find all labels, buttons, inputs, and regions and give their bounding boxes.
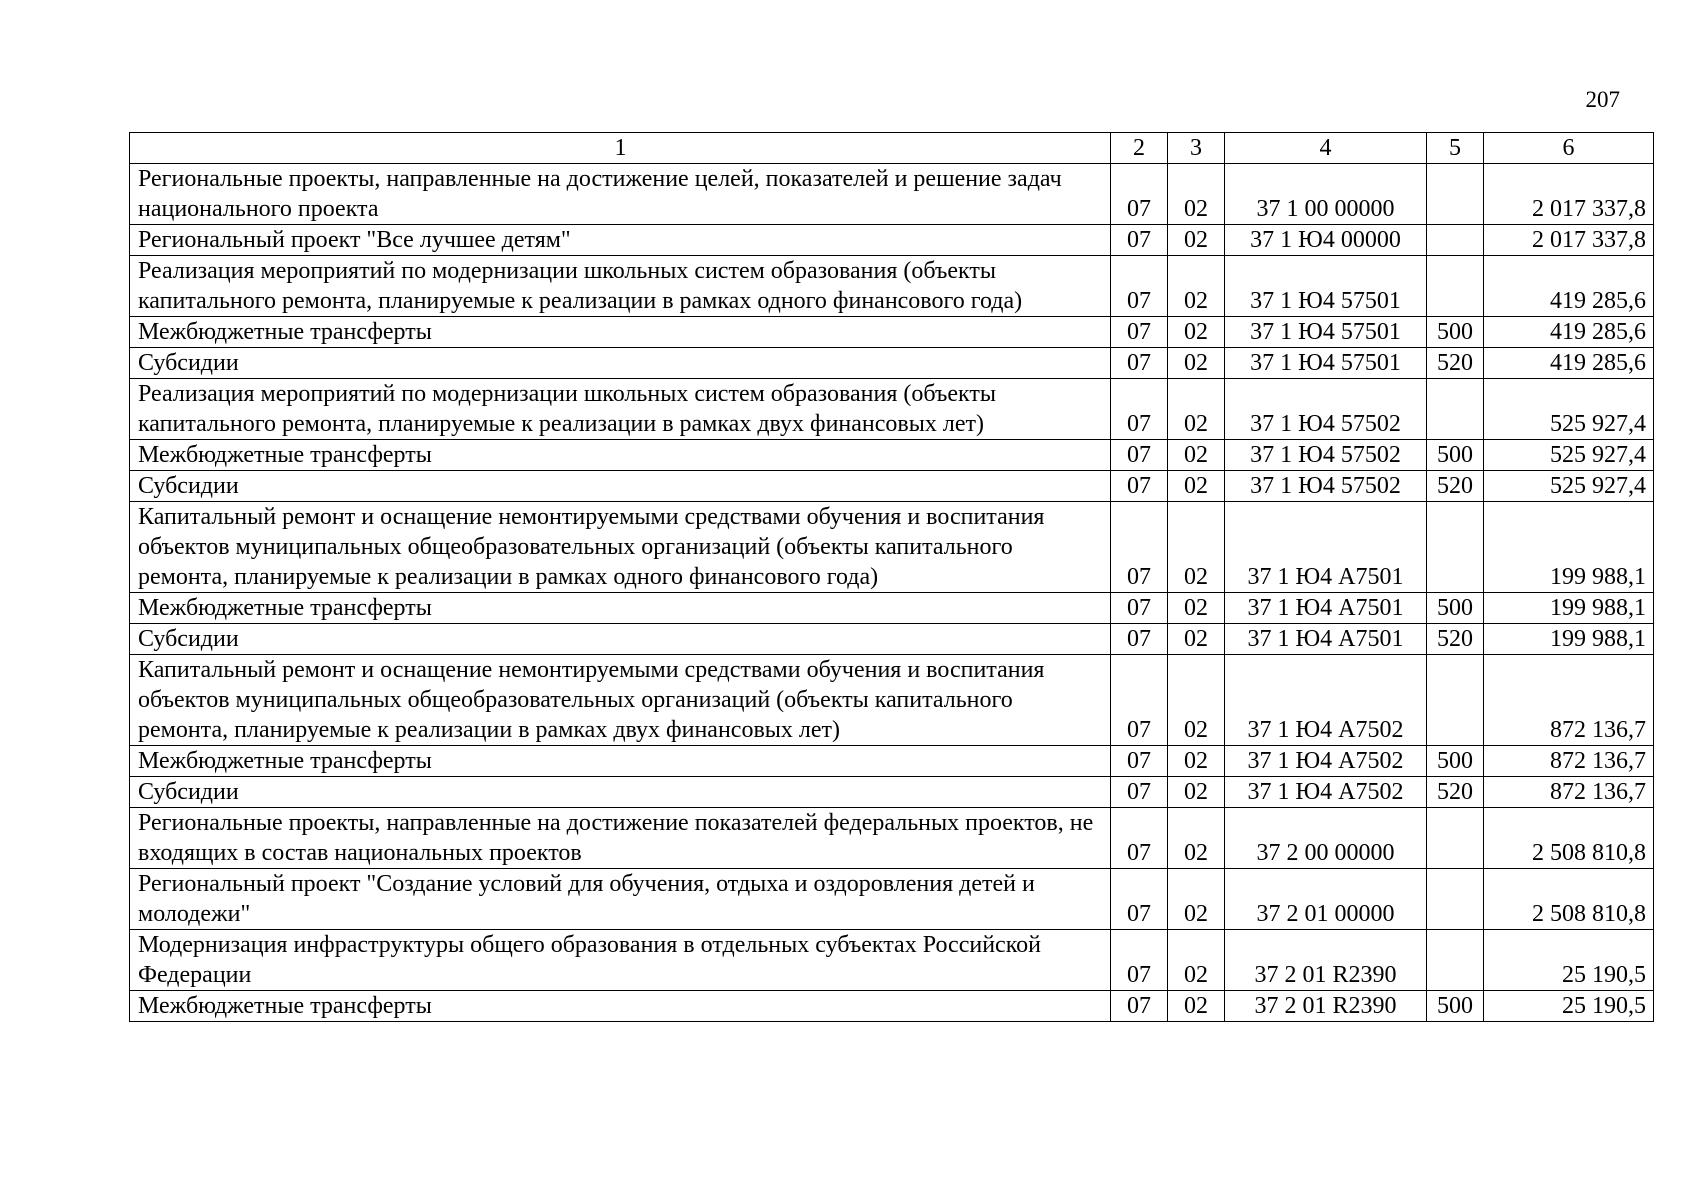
row-subsection-cell: 02: [1168, 471, 1225, 502]
row-target-article-cell: 37 1 Ю4 00000: [1225, 225, 1427, 256]
row-section-cell: 07: [1111, 930, 1168, 991]
row-subsection-cell: 02: [1168, 869, 1225, 930]
row-amount-cell: 525 927,4: [1484, 471, 1654, 502]
row-target-article-cell: 37 1 Ю4 А7501: [1225, 593, 1427, 624]
row-section-cell: 07: [1111, 808, 1168, 869]
row-target-article-cell: 37 2 01 R2390: [1225, 930, 1427, 991]
row-amount-cell: 872 136,7: [1484, 746, 1654, 777]
row-name-cell: Реализация мероприятий по модернизации школьных систем образования (объекты капитального ремонта, планируемые к реализации в рамках двух финансовых лет): [130, 379, 1111, 440]
row-name-cell: Межбюджетные трансферты: [130, 746, 1111, 777]
row-name-cell: Региональные проекты, направленные на достижение показателей федеральных проектов, не входящих в состав национальных проектов: [130, 808, 1111, 869]
row-amount-cell: 2 508 810,8: [1484, 808, 1654, 869]
row-expense-type-cell: [1427, 655, 1484, 746]
row-section-cell: 07: [1111, 624, 1168, 655]
row-target-article-cell: 37 1 Ю4 57502: [1225, 471, 1427, 502]
row-subsection-cell: 02: [1168, 991, 1225, 1022]
row-amount-cell: 419 285,6: [1484, 256, 1654, 317]
row-section-cell: 07: [1111, 991, 1168, 1022]
row-target-article-cell: 37 2 00 00000: [1225, 808, 1427, 869]
row-expense-type-cell: [1427, 379, 1484, 440]
row-target-article-cell: 37 1 Ю4 57502: [1225, 440, 1427, 471]
row-expense-type-cell: 520: [1427, 624, 1484, 655]
row-amount-cell: 872 136,7: [1484, 777, 1654, 808]
row-target-article-cell: 37 1 Ю4 57501: [1225, 348, 1427, 379]
row-subsection-cell: 02: [1168, 930, 1225, 991]
row-expense-type-cell: 520: [1427, 471, 1484, 502]
row-amount-cell: 2 508 810,8: [1484, 869, 1654, 930]
budget-table: [129, 132, 1654, 1022]
row-target-article-cell: 37 1 Ю4 А7502: [1225, 746, 1427, 777]
row-name-cell: Субсидии: [130, 624, 1111, 655]
table-row: [130, 440, 1654, 471]
table-row: [130, 317, 1654, 348]
row-target-article-cell: 37 1 00 00000: [1225, 164, 1427, 225]
row-subsection-cell: 02: [1168, 164, 1225, 225]
row-name-cell: Межбюджетные трансферты: [130, 991, 1111, 1022]
row-expense-type-cell: [1427, 225, 1484, 256]
header-cell-4: 4: [1225, 133, 1427, 164]
row-amount-cell: 199 988,1: [1484, 502, 1654, 593]
row-expense-type-cell: 520: [1427, 777, 1484, 808]
row-section-cell: 07: [1111, 348, 1168, 379]
row-section-cell: 07: [1111, 655, 1168, 746]
row-subsection-cell: 02: [1168, 256, 1225, 317]
row-target-article-cell: 37 1 Ю4 А7501: [1225, 502, 1427, 593]
row-section-cell: 07: [1111, 869, 1168, 930]
row-amount-cell: 525 927,4: [1484, 440, 1654, 471]
row-section-cell: 07: [1111, 225, 1168, 256]
row-target-article-cell: 37 1 Ю4 57501: [1225, 317, 1427, 348]
row-section-cell: 07: [1111, 440, 1168, 471]
row-subsection-cell: 02: [1168, 348, 1225, 379]
table-row: [130, 164, 1654, 225]
row-name-cell: Региональные проекты, направленные на достижение целей, показателей и решение задач национального проекта: [130, 164, 1111, 225]
header-row: [130, 133, 1654, 164]
row-expense-type-cell: [1427, 256, 1484, 317]
row-amount-cell: 199 988,1: [1484, 624, 1654, 655]
row-target-article-cell: 37 1 Ю4 А7502: [1225, 655, 1427, 746]
table-row: [130, 471, 1654, 502]
row-name-cell: Межбюджетные трансферты: [130, 593, 1111, 624]
table-row: [130, 777, 1654, 808]
row-expense-type-cell: 500: [1427, 317, 1484, 348]
table-row: [130, 379, 1654, 440]
table-row: [130, 502, 1654, 593]
row-subsection-cell: 02: [1168, 317, 1225, 348]
header-cell-6: 6: [1484, 133, 1654, 164]
row-target-article-cell: 37 1 Ю4 А7502: [1225, 777, 1427, 808]
table-row: [130, 808, 1654, 869]
row-subsection-cell: 02: [1168, 808, 1225, 869]
table-row: [130, 256, 1654, 317]
row-name-cell: Региональный проект "Создание условий для обучения, отдыха и оздоровления детей и молодежи": [130, 869, 1111, 930]
table-row: [130, 930, 1654, 991]
row-target-article-cell: 37 1 Ю4 57501: [1225, 256, 1427, 317]
row-name-cell: Региональный проект "Все лучшее детям": [130, 225, 1111, 256]
table-row: [130, 348, 1654, 379]
row-expense-type-cell: 520: [1427, 348, 1484, 379]
row-amount-cell: 2 017 337,8: [1484, 225, 1654, 256]
row-subsection-cell: 02: [1168, 655, 1225, 746]
row-subsection-cell: 02: [1168, 502, 1225, 593]
row-target-article-cell: 37 1 Ю4 А7501: [1225, 624, 1427, 655]
row-name-cell: Субсидии: [130, 777, 1111, 808]
row-expense-type-cell: [1427, 930, 1484, 991]
row-section-cell: 07: [1111, 471, 1168, 502]
row-section-cell: 07: [1111, 746, 1168, 777]
row-target-article-cell: 37 2 01 00000: [1225, 869, 1427, 930]
row-subsection-cell: 02: [1168, 593, 1225, 624]
row-amount-cell: 25 190,5: [1484, 991, 1654, 1022]
row-expense-type-cell: [1427, 164, 1484, 225]
page-number: 207: [1585, 87, 1620, 112]
row-subsection-cell: 02: [1168, 225, 1225, 256]
row-amount-cell: 419 285,6: [1484, 317, 1654, 348]
row-subsection-cell: 02: [1168, 440, 1225, 471]
header-cell-5: 5: [1427, 133, 1484, 164]
header-cell-1: 1: [130, 133, 1111, 164]
row-name-cell: Капитальный ремонт и оснащение немонтируемыми средствами обучения и воспитания объектов муниципальных общеобразовательных организаций (объекты капитального ремонта, планируемые к реализации в рамках двух финансовых лет): [130, 655, 1111, 746]
table-row: [130, 991, 1654, 1022]
table-row: [130, 225, 1654, 256]
row-subsection-cell: 02: [1168, 624, 1225, 655]
row-section-cell: 07: [1111, 777, 1168, 808]
row-amount-cell: 2 017 337,8: [1484, 164, 1654, 225]
row-expense-type-cell: 500: [1427, 593, 1484, 624]
row-expense-type-cell: 500: [1427, 991, 1484, 1022]
table-row: [130, 593, 1654, 624]
row-amount-cell: 25 190,5: [1484, 930, 1654, 991]
row-section-cell: 07: [1111, 593, 1168, 624]
row-subsection-cell: 02: [1168, 746, 1225, 777]
row-name-cell: Модернизация инфраструктуры общего образования в отдельных субъектах Российской Федерации: [130, 930, 1111, 991]
row-subsection-cell: 02: [1168, 379, 1225, 440]
row-section-cell: 07: [1111, 502, 1168, 593]
row-amount-cell: 872 136,7: [1484, 655, 1654, 746]
row-subsection-cell: 02: [1168, 777, 1225, 808]
row-name-cell: Капитальный ремонт и оснащение немонтируемыми средствами обучения и воспитания объектов муниципальных общеобразовательных организаций (объекты капитального ремонта, планируемые к реализации в рамках одного финансового года): [130, 502, 1111, 593]
row-amount-cell: 419 285,6: [1484, 348, 1654, 379]
table-row: [130, 655, 1654, 746]
row-expense-type-cell: [1427, 869, 1484, 930]
row-name-cell: Субсидии: [130, 348, 1111, 379]
row-target-article-cell: 37 2 01 R2390: [1225, 991, 1427, 1022]
row-amount-cell: 525 927,4: [1484, 379, 1654, 440]
row-section-cell: 07: [1111, 164, 1168, 225]
row-section-cell: 07: [1111, 379, 1168, 440]
row-name-cell: Субсидии: [130, 471, 1111, 502]
table-row: [130, 624, 1654, 655]
row-expense-type-cell: [1427, 502, 1484, 593]
row-expense-type-cell: 500: [1427, 746, 1484, 777]
table-row: [130, 869, 1654, 930]
row-name-cell: Межбюджетные трансферты: [130, 440, 1111, 471]
row-expense-type-cell: [1427, 808, 1484, 869]
row-name-cell: Межбюджетные трансферты: [130, 317, 1111, 348]
header-cell-2: 2: [1111, 133, 1168, 164]
row-name-cell: Реализация мероприятий по модернизации школьных систем образования (объекты капитального ремонта, планируемые к реализации в рамках одного финансового года): [130, 256, 1111, 317]
row-section-cell: 07: [1111, 317, 1168, 348]
row-expense-type-cell: 500: [1427, 440, 1484, 471]
table-body: [130, 133, 1654, 1022]
header-cell-3: 3: [1168, 133, 1225, 164]
table-row: [130, 746, 1654, 777]
row-target-article-cell: 37 1 Ю4 57502: [1225, 379, 1427, 440]
row-section-cell: 07: [1111, 256, 1168, 317]
row-amount-cell: 199 988,1: [1484, 593, 1654, 624]
